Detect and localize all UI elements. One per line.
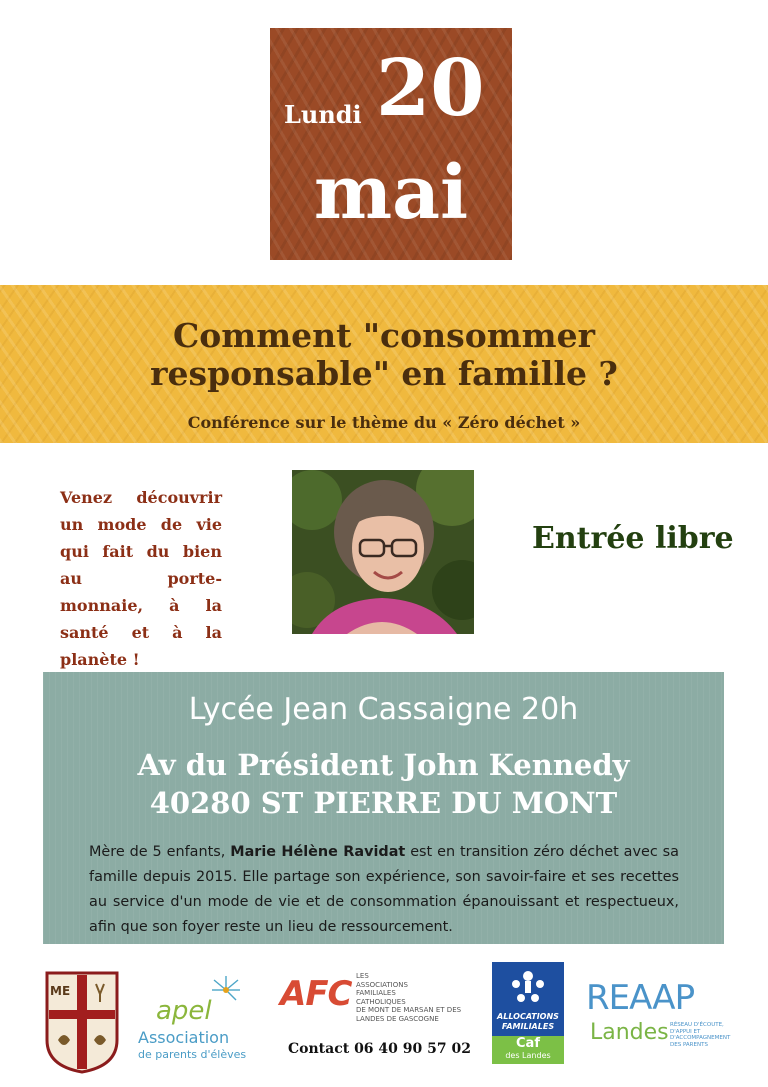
caf-line-1: ALLOCATIONS bbox=[497, 1012, 559, 1021]
afc-logo bbox=[280, 972, 476, 1028]
description-end: est en transition zéro déchet avec sa famille depuis 2015. Elle partage son expérience, son savoir-faire et ses recettes au service d'un mode de vie et de consommation épanouissant et respectueux, afin que son foyer reste un lieu de ressourcement. bbox=[89, 844, 679, 935]
reaap-logo bbox=[586, 978, 736, 1058]
caf-logo bbox=[492, 962, 564, 1064]
reaap-desc-3: D'ACCOMPAGNEMENT bbox=[670, 1035, 731, 1041]
address-line-1: Av du Président John Kennedy bbox=[137, 748, 630, 782]
date-weekday: Lundi bbox=[284, 100, 362, 129]
crest-letters: ME bbox=[50, 984, 71, 998]
date-day: 20 bbox=[376, 43, 485, 134]
intro-text: Venez découvrir un mode de vie qui fait du bien au porte-monnaie, à la santé et à la planète ! bbox=[60, 488, 222, 669]
address-line-2: 40280 ST PIERRE DU MONT bbox=[149, 786, 618, 820]
date-month: mai bbox=[313, 150, 469, 236]
speaker-description bbox=[89, 840, 679, 940]
caf-name: Caf bbox=[516, 1036, 540, 1051]
date-block bbox=[270, 28, 512, 260]
reaap-desc-2: D'APPUI ET bbox=[670, 1028, 701, 1035]
family-icon bbox=[506, 968, 550, 1008]
contact-phone: Contact 06 40 90 57 02 bbox=[288, 1041, 471, 1057]
apel-line-1: Association bbox=[138, 1028, 230, 1047]
reaap-description bbox=[670, 1022, 730, 1048]
event-title-line-1: Comment "consommer bbox=[173, 316, 595, 355]
apel-name: apel bbox=[156, 996, 212, 1026]
title-banner bbox=[0, 285, 768, 443]
school-crest-logo bbox=[44, 970, 120, 1074]
reaap-desc-1: RÉSEAU D'ÉCOUTE, bbox=[670, 1022, 724, 1028]
venue-banner bbox=[43, 672, 724, 944]
speaker-photo bbox=[292, 470, 474, 634]
apel-line-2: de parents d'élèves bbox=[138, 1048, 247, 1061]
speaker-name: Marie Hélène Ravidat bbox=[230, 844, 406, 860]
caf-sub: des Landes bbox=[505, 1051, 551, 1060]
venue-name: Lycée Jean Cassaigne 20h bbox=[188, 692, 579, 727]
caf-footer bbox=[492, 1036, 564, 1064]
event-title-line-2: responsable" en famille ? bbox=[150, 354, 618, 393]
afc-line-3: FAMILIALES bbox=[356, 989, 396, 997]
afc-description bbox=[356, 972, 461, 1023]
reaap-desc-4: DES PARENTS bbox=[670, 1041, 708, 1048]
afc-line-2: ASSOCIATIONS bbox=[356, 980, 408, 989]
dandelion-icon bbox=[206, 972, 246, 1008]
apel-logo bbox=[136, 972, 256, 1064]
caf-title bbox=[492, 1012, 564, 1032]
afc-line-5: DE MONT DE MARSAN ET DES bbox=[356, 1006, 462, 1014]
event-subtitle: Conférence sur le thème du « Zéro déchet » bbox=[187, 413, 581, 432]
reaap-name: REAAP bbox=[586, 978, 695, 1018]
speaker-photo-image bbox=[292, 470, 474, 634]
reaap-sub: Landes bbox=[590, 1020, 669, 1045]
afc-name: AFC bbox=[280, 974, 352, 1014]
afc-line-6: LANDES DE GASCOGNE bbox=[356, 1014, 439, 1023]
afc-line-4: CATHOLIQUES bbox=[356, 997, 406, 1006]
caf-line-2: FAMILIALES bbox=[501, 1022, 555, 1031]
description-start: Mère de 5 enfants, bbox=[89, 844, 231, 860]
afc-line-1: LES bbox=[356, 972, 369, 980]
free-entry-label: Entrée libre bbox=[532, 521, 734, 556]
